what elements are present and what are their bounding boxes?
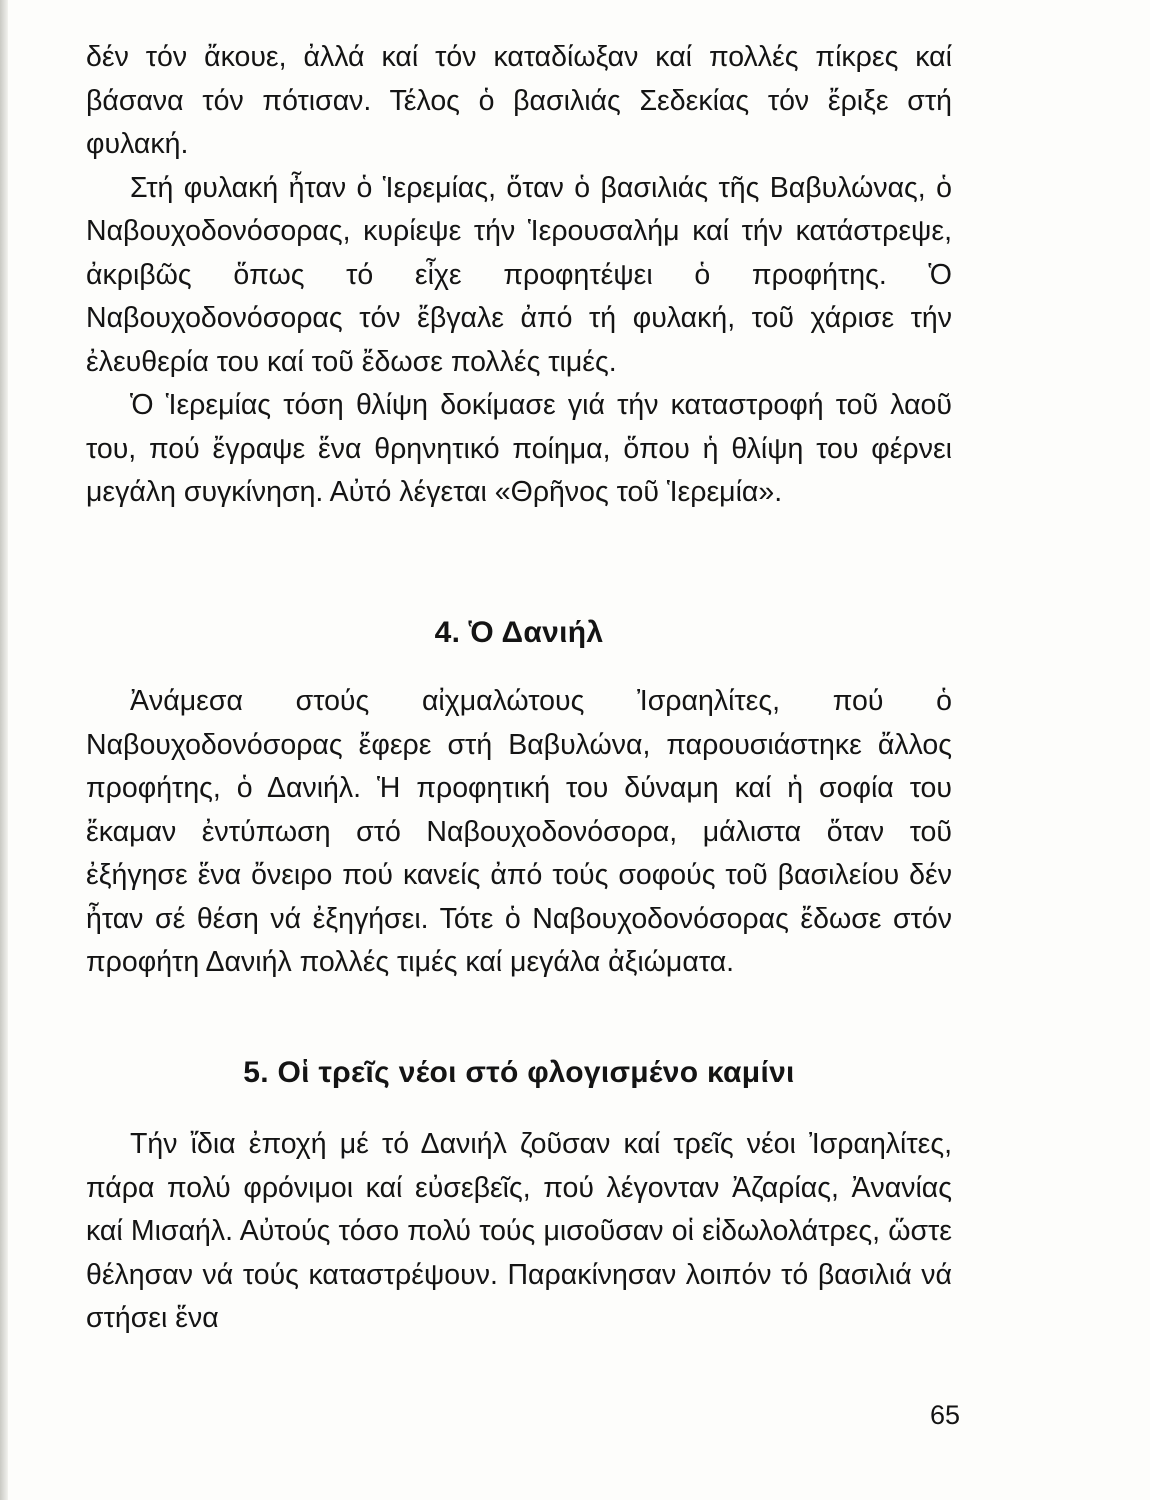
section-heading-daniel: 4. Ὁ Δανιήλ bbox=[434, 616, 604, 649]
paragraph: Ὁ Ἱερεμίας τόση θλίψη δοκίμασε γιά τήν καταστροφή τοῦ λαοῦ του, πού ἔγραψε ἕνα θρηνητικό ποίημα, ὅπου ἡ θλίψη του φέρνει μεγάλη συγκίνηση. Αὐτό λέγεται «Θρῆνος τοῦ Ἱερεμία». bbox=[86, 389, 952, 508]
binding-edge bbox=[0, 0, 8, 1500]
paragraph: Ἀνάμεσα στούς αἰχμαλώτους Ἰσραηλίτες, πού ὁ Ναβουχοδονόσορας ἔφερε στή Βαβυλώνα, παρουσιάστηκε ἄλλος προφήτης, ὁ Δανιήλ. Ἡ προφητική του δύναμη καί ἡ σοφία του ἔκαμαν ἐντύπωση στό Ναβουχοδονόσορα, μάλιστα ὅταν τοῦ ἐξήγησε ἕνα ὄνειρο πού κανείς ἀπό τούς σοφούς τοῦ βασιλείου δέν ἦταν σέ θέση νά ἐξηγήσει. Τότε ὁ Ναβουχοδονόσορας ἔδωσε στόν προφήτη Δανιήλ πολλές τιμές καί μεγάλα ἀξιώματα. bbox=[86, 685, 952, 978]
text-section-three-youths bbox=[86, 1123, 952, 1341]
paragraph: δέν τόν ἄκουε, ἀλλά καί τόν καταδίωξαν καί πολλές πίκρες καί βάσανα τόν πότισαν. Τέλος ὁ βασιλιάς Σεδεκίας τόν ἔριξε στή φυλακή. bbox=[86, 41, 952, 160]
text-section-jeremiah bbox=[86, 36, 952, 515]
section-heading-three-youths: 5. Οἱ τρεῖς νέοι στό φλογισμένο καμίνι bbox=[243, 1056, 795, 1089]
page-number: 65 bbox=[929, 1400, 960, 1430]
text-section-daniel bbox=[86, 680, 952, 985]
paragraph: Τήν ἴδια ἐποχή μέ τό Δανιήλ ζοῦσαν καί τρεῖς νέοι Ἰσραηλίτες, πάρα πολύ φρόνιμοι καί εὐσεβεῖς, πού λέγονταν Ἀζαρίας, Ἀνανίας καί Μισαήλ. Αὐτούς τόσο πολύ τούς μισοῦσαν οἱ εἰδωλολάτρες, ὥστε θέλησαν νά τούς καταστρέψουν. Παρακίνησαν λοιπόν τό βασιλιά νά στήσει ἕνα bbox=[86, 1128, 952, 1334]
paragraph: Στή φυλακή ἦταν ὁ Ἱερεμίας, ὅταν ὁ βασιλιάς τῆς Βαβυλώνας, ὁ Ναβουχοδονόσορας, κυρίεψε τήν Ἱερουσαλήμ καί τήν κατάστρεψε, ἀκριβῶς ὅπως τό εἶχε προφητέψει ὁ προφήτης. Ὁ Ναβουχοδονόσορας τόν ἔβγαλε ἀπό τή φυλακή, τοῦ χάρισε τήν ἐλευθερία του καί τοῦ ἔδωσε πολλές τιμές. bbox=[86, 171, 952, 378]
